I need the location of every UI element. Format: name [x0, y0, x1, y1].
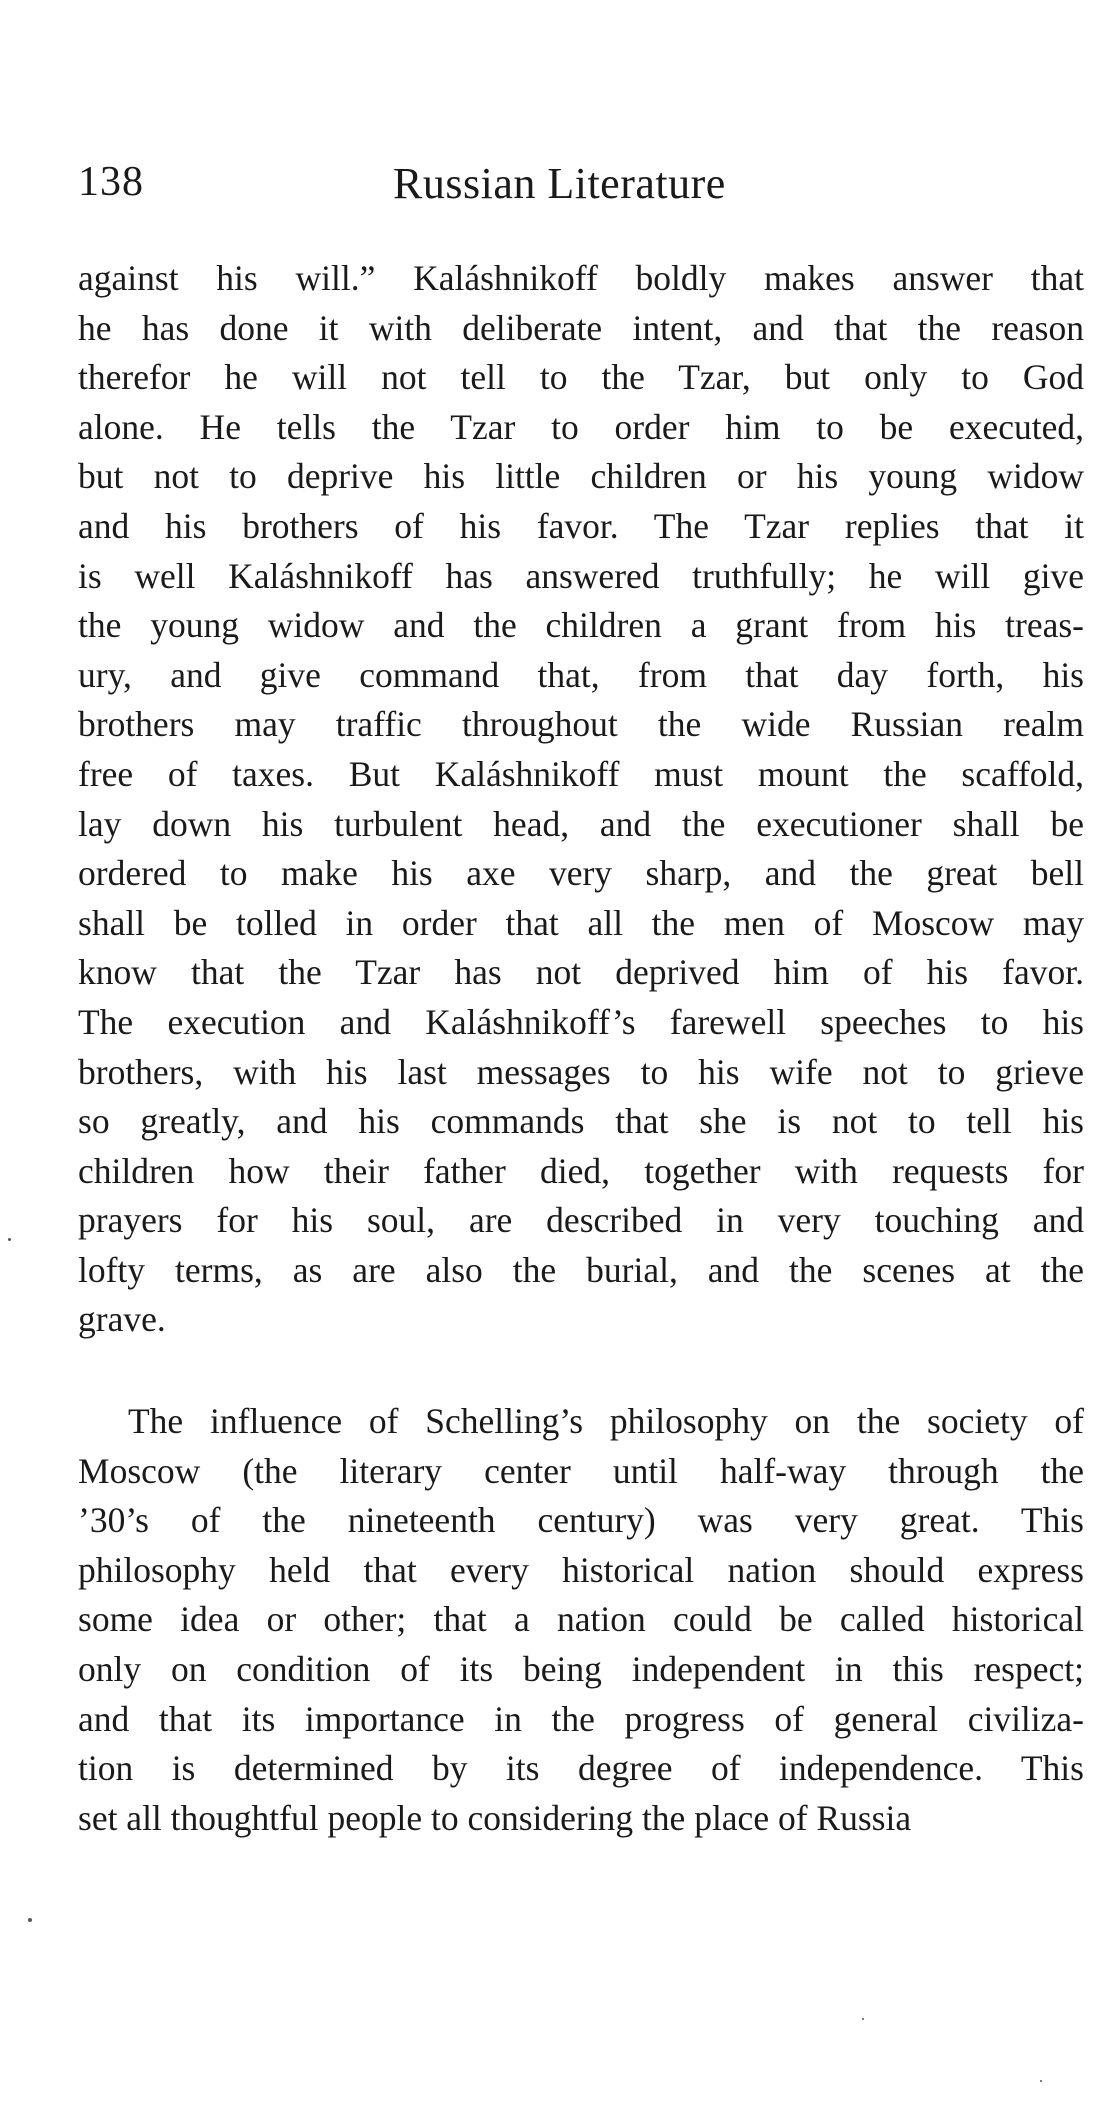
text-line: brothers, with his last messages to his wife not to grieve [78, 1051, 1084, 1092]
text-line: so greatly, and his commands that she is not to tell his [78, 1101, 1084, 1142]
text-line: some idea or other; that a nation could be called historical [78, 1599, 1084, 1640]
paragraph-gap [78, 1345, 1084, 1397]
text-line: lofty terms, as are also the burial, and the scenes at the [78, 1249, 1084, 1290]
text-line: brothers may traffic throughout the wide Russian realm [78, 704, 1084, 745]
text-line: ury, and give command that, from that day forth, his [78, 654, 1084, 695]
text-line: children how their father died, together with requests for [78, 1150, 1084, 1191]
paragraph-2 [78, 1397, 1084, 1843]
scan-speck [1040, 2080, 1042, 2082]
text-line: tion is determined by its degree of independence. This [78, 1748, 1084, 1789]
text-line: Moscow (the literary center until half-way through the [78, 1450, 1084, 1491]
paragraph-1 [78, 254, 1084, 1345]
scan-speck [28, 1918, 32, 1922]
text-line: lay down his turbulent head, and the executioner shall be [78, 803, 1084, 844]
text-line: set all thoughtful people to considering the place of Russia [78, 1797, 912, 1838]
running-head [78, 158, 1078, 218]
text-line: is well Kaláshnikoff has answered truthfully; he will give [78, 555, 1084, 596]
text-line: therefor he will not tell to the Tzar, but only to God [78, 357, 1084, 398]
page-number: 138 [78, 159, 144, 205]
running-title: Russian Literature [393, 159, 726, 208]
text-line: The execution and Kaláshnikoff’s farewell speeches to his [78, 1001, 1084, 1042]
text-line: and that its importance in the progress of general civiliza- [78, 1698, 1084, 1739]
text-line: against his will.” Kaláshnikoff boldly makes answer that [78, 258, 1084, 298]
text-line: he has done it with deliberate intent, and that the reason [78, 307, 1084, 348]
text-line: The influence of Schelling’s philosophy on the society of [128, 1401, 1084, 1442]
text-line: ’30’s of the nineteenth century) was very great. This [78, 1500, 1084, 1541]
text-line: free of taxes. But Kaláshnikoff must mount the scaffold, [78, 753, 1084, 794]
text-line: alone. He tells the Tzar to order him to be executed, [78, 406, 1084, 447]
text-line: grave. [78, 1299, 166, 1340]
text-line: and his brothers of his favor. The Tzar replies that it [78, 505, 1084, 546]
text-line: but not to deprive his little children or his young widow [78, 456, 1084, 497]
text-line: ordered to make his axe very sharp, and the great bell [78, 853, 1084, 894]
scan-speck [8, 1238, 11, 1241]
scan-speck [862, 2018, 864, 2020]
text-line: shall be tolled in order that all the men of Moscow may [78, 902, 1084, 943]
text-line: the young widow and the children a grant from his treas- [78, 605, 1084, 646]
body-text [78, 254, 1084, 1843]
text-line: prayers for his soul, are described in very touching and [78, 1200, 1084, 1241]
text-line: know that the Tzar has not deprived him of his favor. [78, 952, 1084, 993]
text-line: only on condition of its being independent in this respect; [78, 1649, 1084, 1690]
text-line: philosophy held that every historical nation should express [78, 1549, 1084, 1590]
